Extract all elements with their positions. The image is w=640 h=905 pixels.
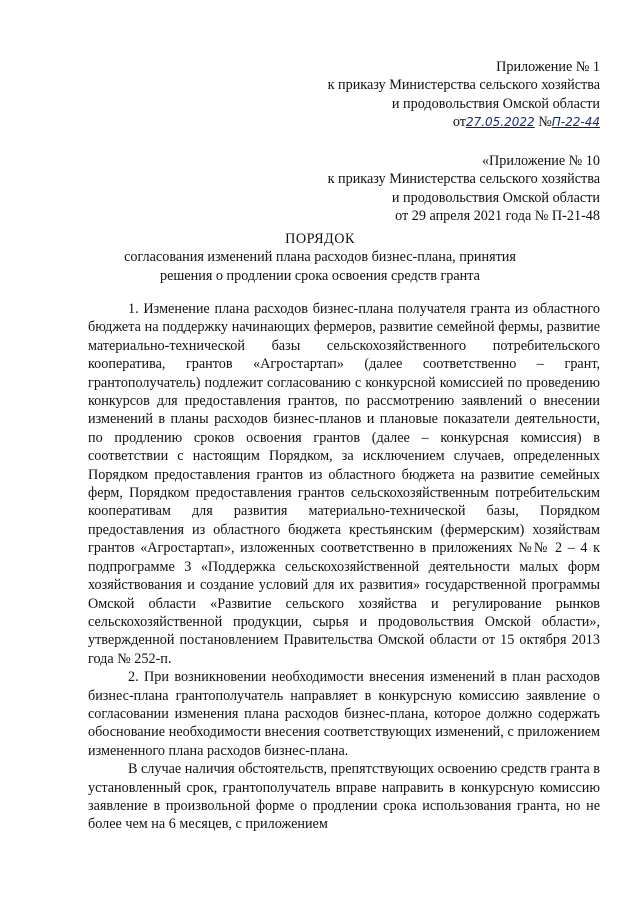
order-date-number-line (328, 113, 600, 131)
number-prefix: № (538, 114, 552, 131)
order-annex-header (328, 58, 600, 132)
title-heading: ПОРЯДОК (285, 231, 355, 247)
order-issuer-line1: к приказу Министерства сельского хозяйства (327, 77, 600, 94)
title-subtitle-line1: согласования изменений плана расходов бизнес-плана, принятия (124, 249, 516, 266)
paragraph-3: В случае наличия обстоятельств, препятствующих освоению средств гранта в установленный срок, грантополучатель вправе направить в конкурсную комиссию заявление в произвольной форме о продлении срока использования гранта, но не более чем на 6 месяцев, с приложением (88, 761, 601, 833)
paragraph-2: 2. При возникновении необходимости внесения изменений в план расходов бизнес-плана грантополучатель направляет в конкурсную комиссию заявление о согласовании изменения плана расходов бизнес-плана, которое должно содержать обоснование необходимости внесения соответствующих изменений, с приложением измененного плана расходов бизнес-плана. (88, 669, 600, 759)
document-title (60, 230, 580, 285)
document-body (88, 300, 600, 834)
paragraph-1: 1. Изменение плана расходов бизнес-плана получателя гранта из областного бюджета на поддержку начинающих фермеров, развитие семейной фермы, развитие материально-технической базы сельскохозяйственного потребительского кооператива, грантов «Агростартап» (далее соответственно – грант, грантополучатель) подлежит согласованию с конкурсной комиссией по проведению конкурсов для предоставления грантов, по рассмотрению заявлений о внесении изменений в планы расходов бизнес-планов и плановые показатели деятельности, по продлению сроков освоения грантов (далее – конкурсная комиссия) в соответствии с настоящим Порядком, за исключением случаев, определенных Порядком предоставления грантов из областного бюджета на развитие семейных ферм, Порядком предоставления грантов сельскохозяйственным потребительским кооперативам для развития материально-технической базы, Порядком предоставления из областного бюджета крестьянским (фермерским) хозяйствам грантов «Агростартап», изложенных соответственно в приложениях №№ 2 – 4 к подпрограмме 3 «Поддержка сельскохозяйственной деятельности малых форм хозяйствования и создание условий для их развития» государственной программы Омской области «Развитие сельского хозяйства и регулирование рынков сельскохозяйственной продукции, сырья и продовольствия Омской области», утвержденной постановлением Правительства Омской области от 15 октября 2013 года № 252-п. (88, 301, 600, 667)
title-subtitle-line2: решения о продлении срока освоения средств гранта (160, 267, 480, 284)
annex-number: «Приложение № 10 (481, 153, 600, 169)
date-prefix: от (452, 114, 466, 131)
order-issuer-line1: к приказу Министерства сельского хозяйства (327, 171, 600, 188)
annex-number: Приложение № 1 (496, 59, 600, 75)
handwritten-order-number: П-22-44 (551, 115, 600, 130)
handwritten-date: 27.05.2022 (465, 115, 535, 130)
order-issuer-line2: и продовольствия Омской области (391, 189, 600, 206)
order-issuer-line2: и продовольствия Омской области (391, 95, 600, 112)
order-date-number: от 29 апреля 2021 года № П-21-48 (395, 208, 600, 225)
previous-annex-header (328, 152, 600, 226)
